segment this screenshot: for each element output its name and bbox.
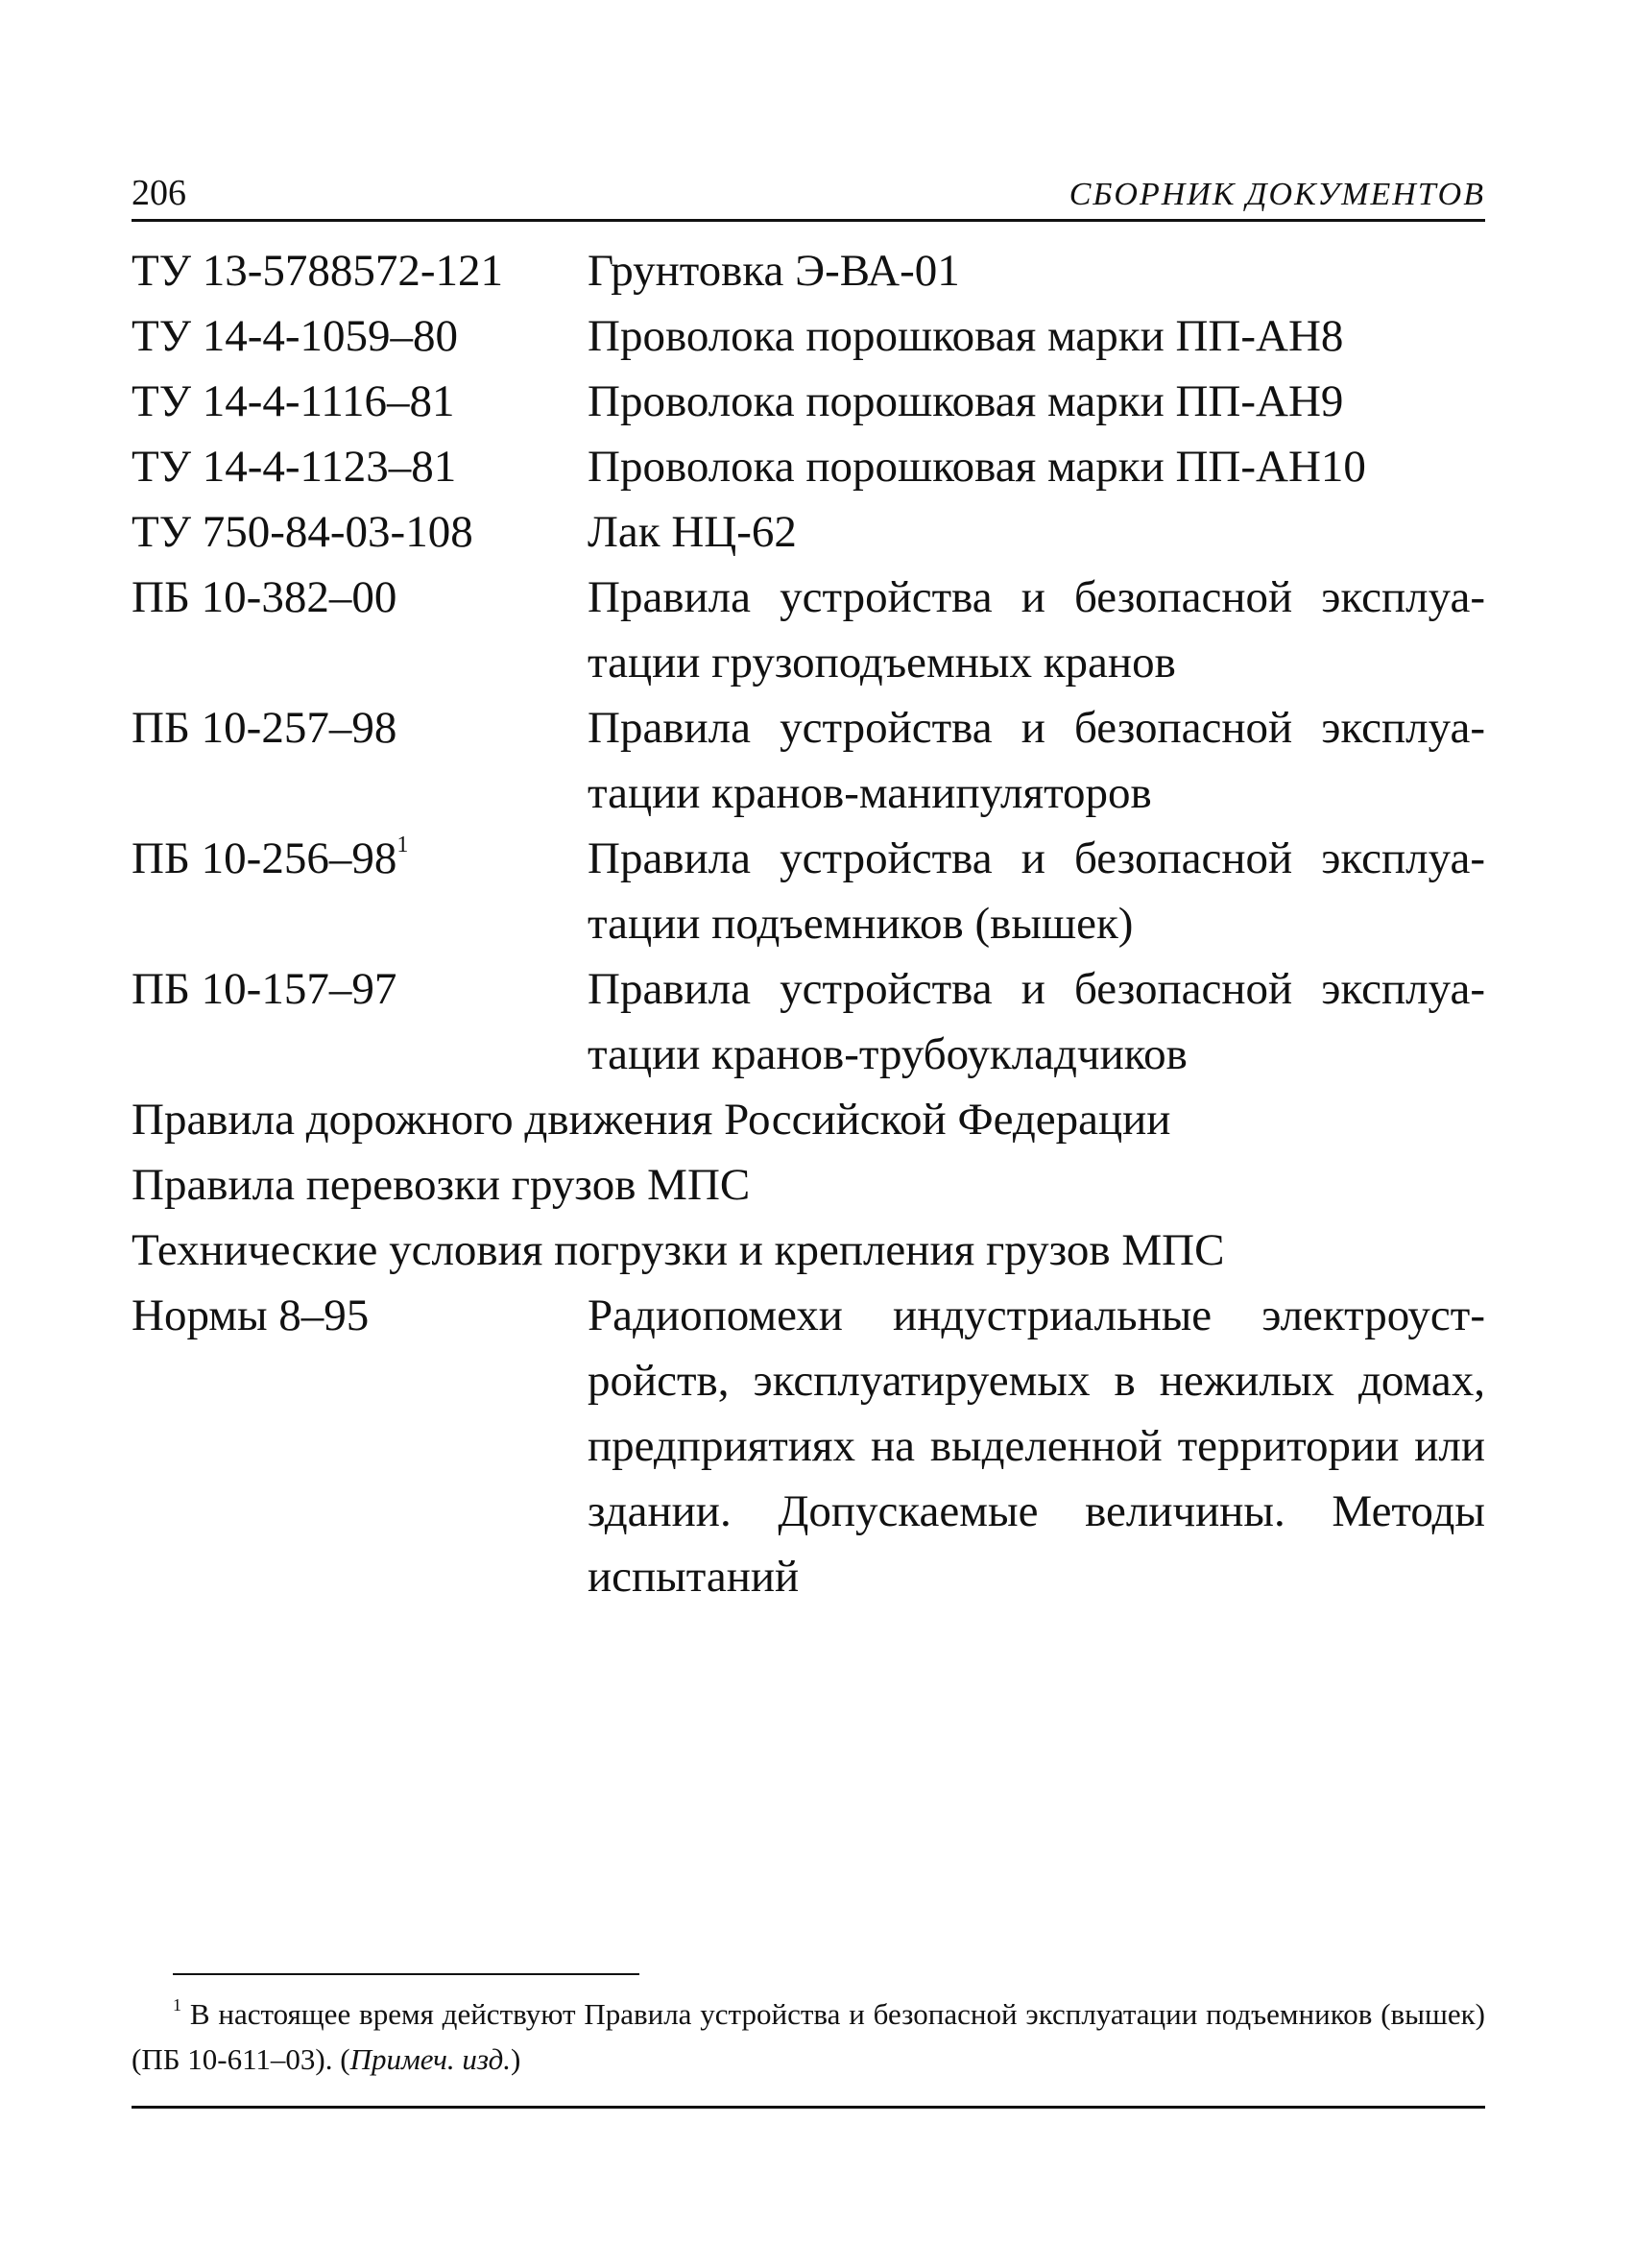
document-code: ТУ 14-4-1123–81 <box>132 442 457 492</box>
document-code: ПБ 10-257–98 <box>132 703 397 753</box>
footnote-close: ) <box>511 2042 521 2076</box>
footnote <box>132 1991 1485 2082</box>
standalone-document: Технические условия погрузки и крепления грузов МПС <box>132 1225 1225 1275</box>
footnote-text: В настоящее время действуют Правила устройства и безопасной эксплуатации подъемников (вышек) (ПБ 10-611–03). ( <box>132 1997 1485 2076</box>
standalone-document: Правила дорожного движения Российской Федерации <box>132 1095 1171 1145</box>
document-title: Грунтовка Э-ВА-01 <box>588 246 960 296</box>
document-code <box>132 826 588 956</box>
document-code: ПБ 10-382–00 <box>132 572 397 622</box>
document-code: ТУ 13-5788572-121 <box>132 246 504 296</box>
footnote-separator <box>173 1973 639 1975</box>
document-title: Проволока порошковая марки ПП-АН8 <box>588 311 1344 361</box>
document-code: Нормы 8–95 <box>132 1291 370 1340</box>
footnote-marker: 1 <box>396 832 409 857</box>
list-item <box>132 369 1485 434</box>
document-title: Правила устройства и безопасной эксплуа-тации кранов-трубоукладчиков <box>588 964 1485 1079</box>
document-title: Проволока порошковая марки ПП-АН9 <box>588 376 1344 426</box>
list-item <box>132 1283 1485 1609</box>
running-title: СБОРНИК ДОКУМЕНТОВ <box>1069 177 1485 212</box>
page-number: 206 <box>132 173 186 213</box>
document-list <box>132 238 1485 1609</box>
document-code: ТУ 14-4-1116–81 <box>132 376 455 426</box>
list-item <box>132 303 1485 369</box>
list-item <box>132 956 1485 1087</box>
document-title: Радиопомехи индустриальные электроуст-ройств, эксплуатируемых в нежилых домах, предприятиях на выделенной территории или здании. Допускаемые величины. Методы испытаний <box>588 1291 1485 1602</box>
document-title: Правила устройства и безопасной эксплуа-тации грузоподъемных кранов <box>588 572 1485 688</box>
list-item <box>132 695 1485 826</box>
bottom-rule <box>132 2106 1485 2109</box>
footnote-number: 1 <box>173 1995 181 2015</box>
document-code: ПБ 10-157–97 <box>132 964 397 1014</box>
list-item <box>132 434 1485 499</box>
list-item <box>132 826 1485 956</box>
document-title: Правила устройства и безопасной эксплуа-тации подъемников (вышек) <box>588 833 1485 949</box>
document-code: ТУ 14-4-1059–80 <box>132 311 459 361</box>
list-item <box>132 238 1485 303</box>
document-code-text: ПБ 10-256–98 <box>132 833 397 883</box>
standalone-document: Правила перевозки грузов МПС <box>132 1160 751 1210</box>
footnote-publisher-note: Примеч. изд. <box>349 2042 512 2076</box>
document-title: Правила устройства и безопасной эксплуа-тации кранов-манипуляторов <box>588 703 1485 818</box>
list-item <box>132 499 1485 565</box>
document-title: Лак НЦ-62 <box>588 507 797 557</box>
document-code: ТУ 750-84-03-108 <box>132 507 473 557</box>
page-header <box>132 161 1485 222</box>
document-title: Проволока порошковая марки ПП-АН10 <box>588 442 1366 492</box>
list-item <box>132 565 1485 695</box>
